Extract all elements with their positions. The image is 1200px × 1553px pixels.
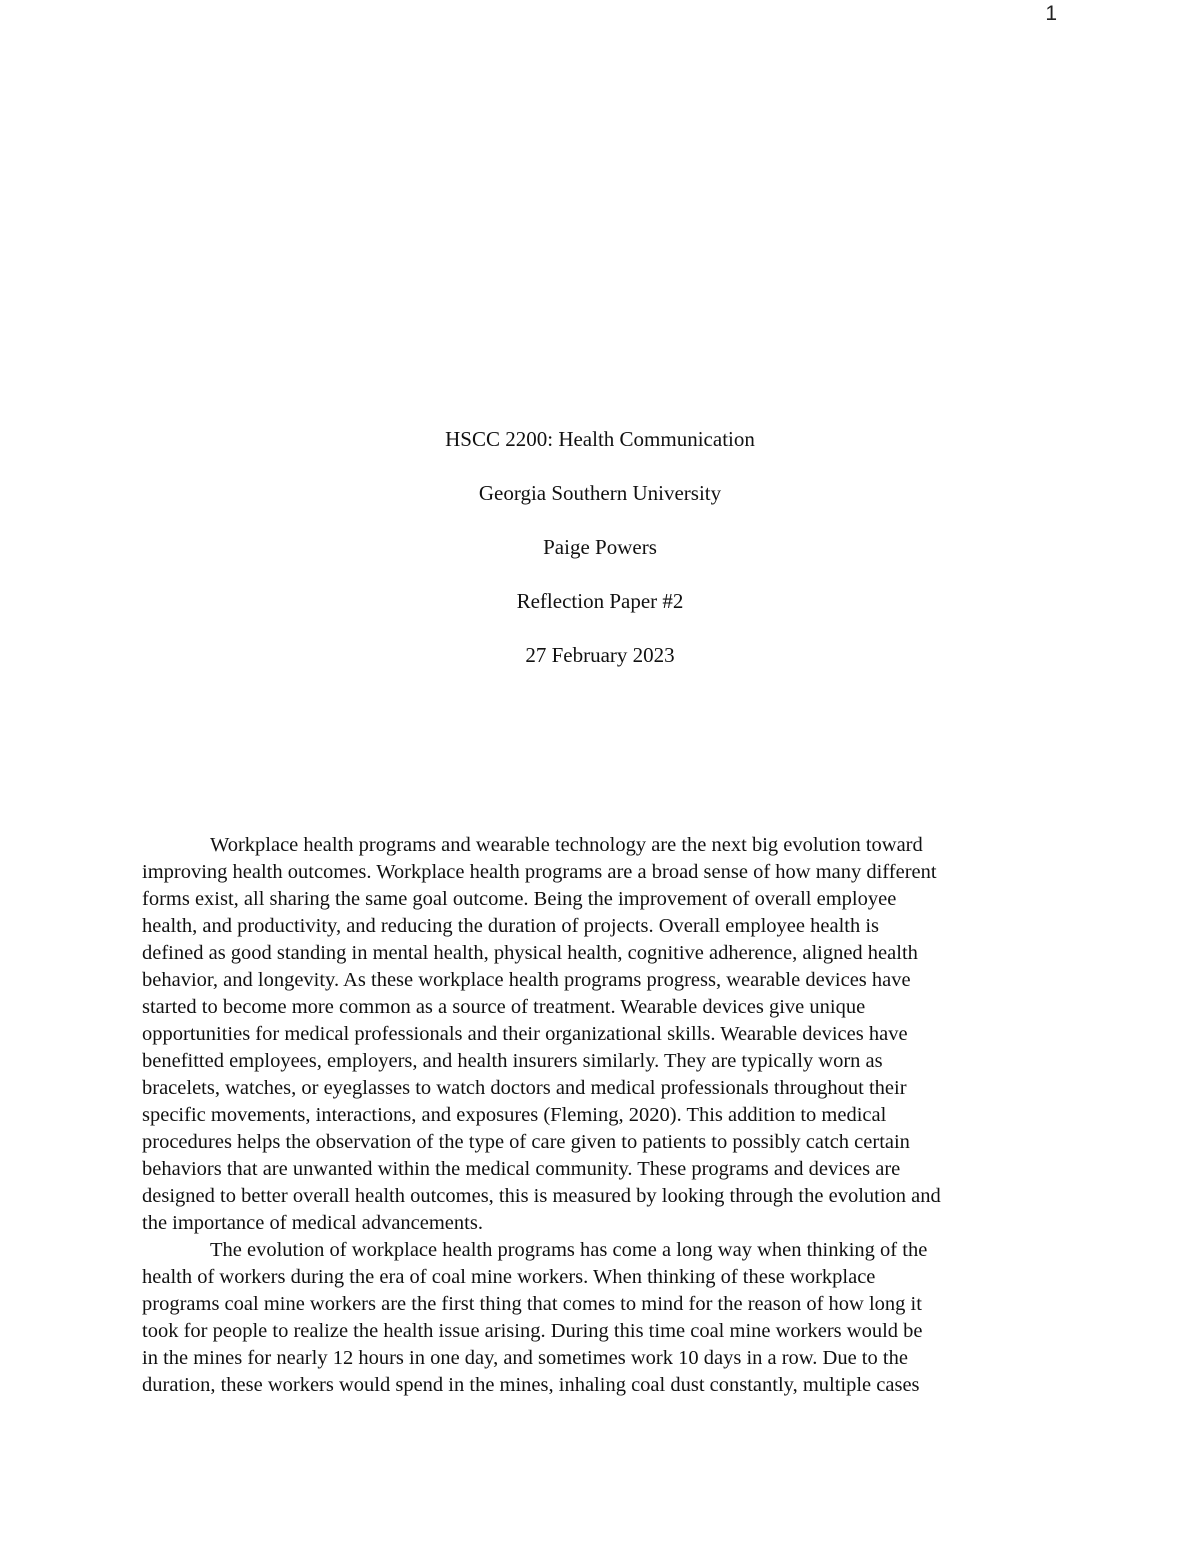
text-line: benefitted employees, employers, and health insurers similarly. They are typically worn as	[142, 1050, 883, 1072]
text-line: improving health outcomes. Workplace health programs are a broad sense of how many different	[142, 861, 937, 883]
author-name: Paige Powers	[543, 535, 657, 559]
text-line: in the mines for nearly 12 hours in one day, and sometimes work 10 days in a row. Due to the	[142, 1347, 908, 1369]
paragraph-2	[142, 1237, 1060, 1399]
text-line: Workplace health programs and wearable technology are the next big evolution toward	[210, 834, 923, 856]
text-line: defined as good standing in mental health, physical health, cognitive adherence, aligned health	[142, 942, 918, 964]
text-line: The evolution of workplace health programs has come a long way when thinking of the	[210, 1239, 928, 1261]
paragraph-1	[142, 832, 1060, 1237]
text-line: the importance of medical advancements.	[142, 1212, 483, 1234]
text-line: procedures helps the observation of the type of care given to patients to possibly catch certain	[142, 1131, 910, 1153]
text-line: duration, these workers would spend in the mines, inhaling coal dust constantly, multiple cases	[142, 1374, 920, 1396]
course-title: HSCC 2200: Health Communication	[445, 427, 755, 451]
body-text	[142, 832, 1060, 1399]
paper-date: 27 February 2023	[525, 643, 675, 667]
text-line: forms exist, all sharing the same goal outcome. Being the improvement of overall employee	[142, 888, 897, 910]
text-line: health, and productivity, and reducing the duration of projects. Overall employee health is	[142, 915, 880, 937]
paper-title: Reflection Paper #2	[516, 589, 684, 613]
text-line: took for people to realize the health issue arising. During this time coal mine workers would be	[142, 1320, 923, 1342]
text-line: health of workers during the era of coal mine workers. When thinking of these workplace	[142, 1266, 876, 1288]
text-line: opportunities for medical professionals and their organizational skills. Wearable devices have	[142, 1023, 908, 1045]
text-line: bracelets, watches, or eyeglasses to watch doctors and medical professionals throughout their	[142, 1077, 907, 1099]
text-line: designed to better overall health outcomes, this is measured by looking through the evolution and	[142, 1185, 941, 1207]
university-name: Georgia Southern University	[478, 481, 722, 505]
title-block	[0, 424, 1200, 694]
text-line: specific movements, interactions, and exposures (Fleming, 2020). This addition to medical	[142, 1104, 887, 1126]
text-line: programs coal mine workers are the first thing that comes to mind for the reason of how long it	[142, 1293, 922, 1315]
page-number: 1	[1045, 2, 1057, 25]
text-line: behavior, and longevity. As these workplace health programs progress, wearable devices have	[142, 969, 911, 991]
text-line: behaviors that are unwanted within the medical community. These programs and devices are	[142, 1158, 901, 1180]
text-line: started to become more common as a source of treatment. Wearable devices give unique	[142, 996, 866, 1018]
